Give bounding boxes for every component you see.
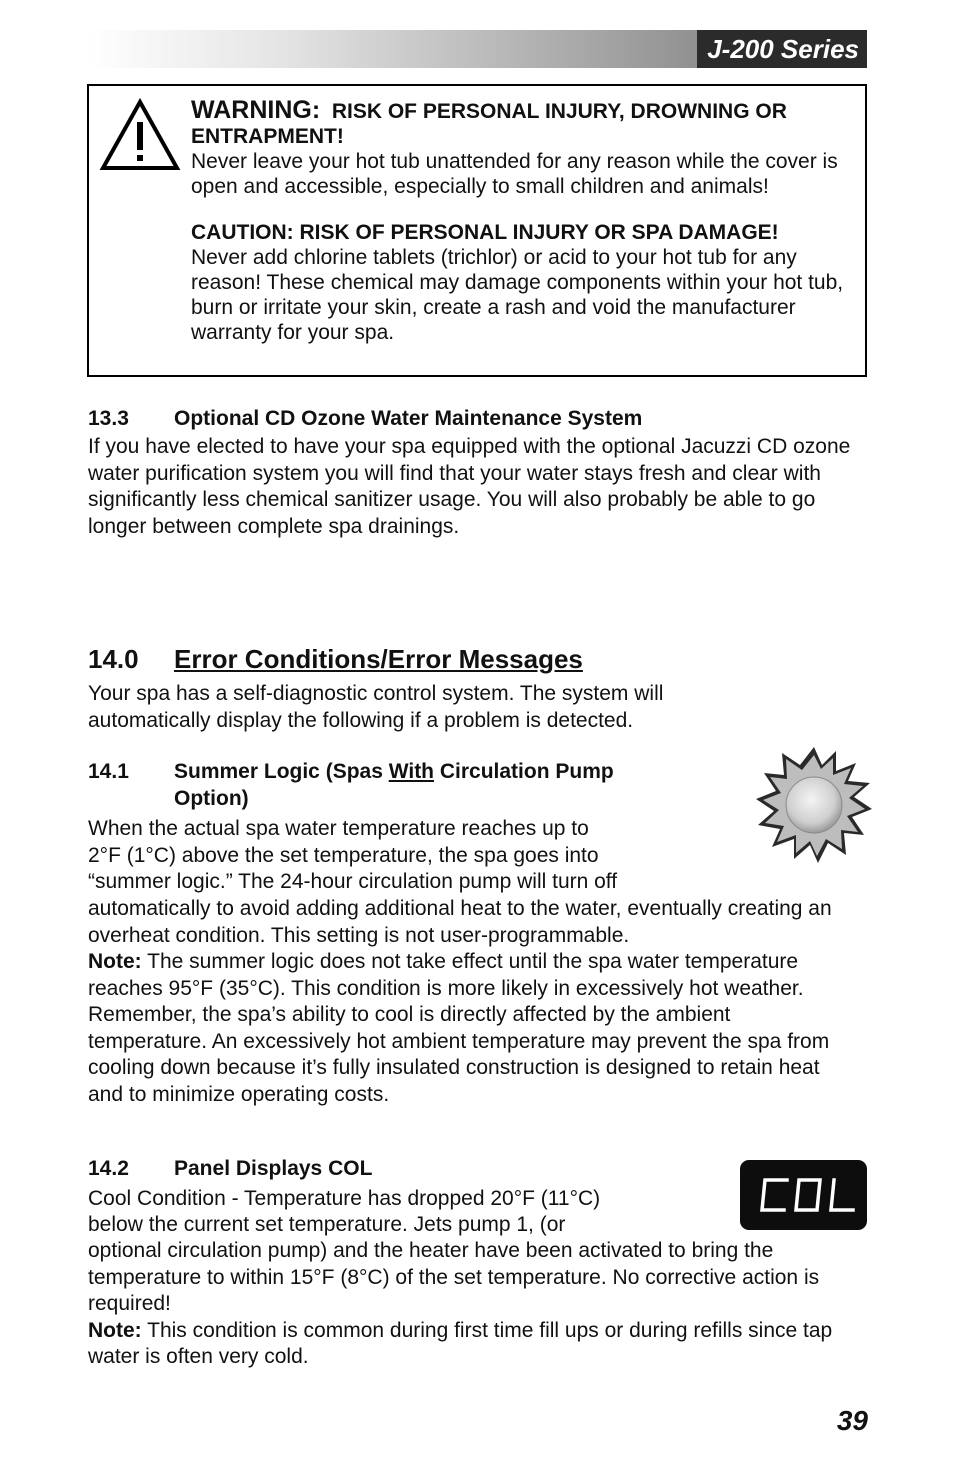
note-label: Note: [88,950,142,973]
warning-body: Never leave your hot tub unattended for any reason while the cover is open and accessible, especially to small children and animals! [191,150,838,198]
section-14-2-rest: optional circulation pump) and the heater have been activated to bring the temperature to within 15°F (8°C) of the set temperature. No corrective action is required! [88,1239,820,1315]
warning-heading: RISK OF PERSONAL INJURY, DROWNING OR ENTRAPMENT! [191,100,787,148]
section-13-3-body: If you have elected to have your spa equipped with the optional Jacuzzi CD ozone water purification system you will find that your water stays fresh and clear with significantly less chemical sanitizer usage. You will also probably be able to go longer between complete spa drainings. [88,435,851,538]
section-title-underlined: With [388,760,435,783]
warning-text [191,98,851,345]
section-14-2-line1: Cool Condition - Temperature has dropped 20°F (11°C) [88,1187,601,1210]
section-number: 14.2 [88,1157,129,1180]
section-title-part-b: Circulation Pump [434,760,614,783]
warning-label: WARNING: [191,96,321,124]
section-title: Optional CD Ozone Water Maintenance System [174,407,643,430]
section-number: 13.3 [88,407,129,430]
page-number: 39 [836,1405,868,1436]
caution-body: Never add chlorine tablets (trichlor) or acid to your hot tub for any reason! These chemical may damage components within your hot tub, burn or irritate your skin, create a rash and void the manufacturer warranty for your spa. [191,246,844,344]
section-number: 14.1 [88,760,129,783]
section-title-part-a: Summer Logic (Spas [174,760,389,783]
lcd-text: COL [740,1160,743,1161]
section-14-heading [88,644,583,674]
section-title: Error Conditions/Error Messages [174,644,583,674]
section-14-1-line1: When the actual spa water temperature reaches up to [88,817,589,840]
section-14-1-line3: “summer logic.” The 24-hour circulation pump will turn off [88,870,618,893]
note-label: Note: [88,1318,142,1342]
caution-heading: CAUTION: RISK OF PERSONAL INJURY OR SPA DAMAGE! [191,221,779,244]
section-14-2-body [88,1238,848,1371]
section-14-2-line2: below the current set temperature. Jets pump 1, (or [88,1213,566,1236]
section-title: Panel Displays COL [174,1157,373,1180]
note-text: This condition is common during first time fill ups or during refills since tap water is often very cold. [88,1318,833,1368]
section-13-3-heading [88,405,642,432]
series-title: J-200 Series [697,30,867,68]
section-14-2-heading [88,1155,372,1182]
warning-box [87,84,867,377]
section-number: 14.0 [88,644,139,674]
section-14-body: Your spa has a self-diagnostic control system. The system will automatically display the following if a problem is detected. [88,682,664,732]
section-14-1-body [88,896,843,1108]
section-14-1-line2: 2°F (1°C) above the set temperature, the spa goes into [88,844,599,867]
section-14-1-heading [88,758,614,812]
section-title-part-c: Option) [174,787,249,810]
warning-triangle-icon [99,98,181,172]
note-text: The summer logic does not take effect until the spa water temperature reaches 95°F (35°C). This condition is more likely in excessively hot weather. Remember, the spa’s ability to cool is directly affected by the ambient temperature. An excessively hot ambient temperature may prevent the spa from cooling down because it’s fully insulated construction is designed to retain heat and to minimize operating costs. [88,950,830,1106]
header-bar [88,30,867,68]
section-14-1-rest: automatically to avoid adding additional heat to the water, eventually creating an overheat condition. This setting is not user-programmable. [88,897,832,947]
